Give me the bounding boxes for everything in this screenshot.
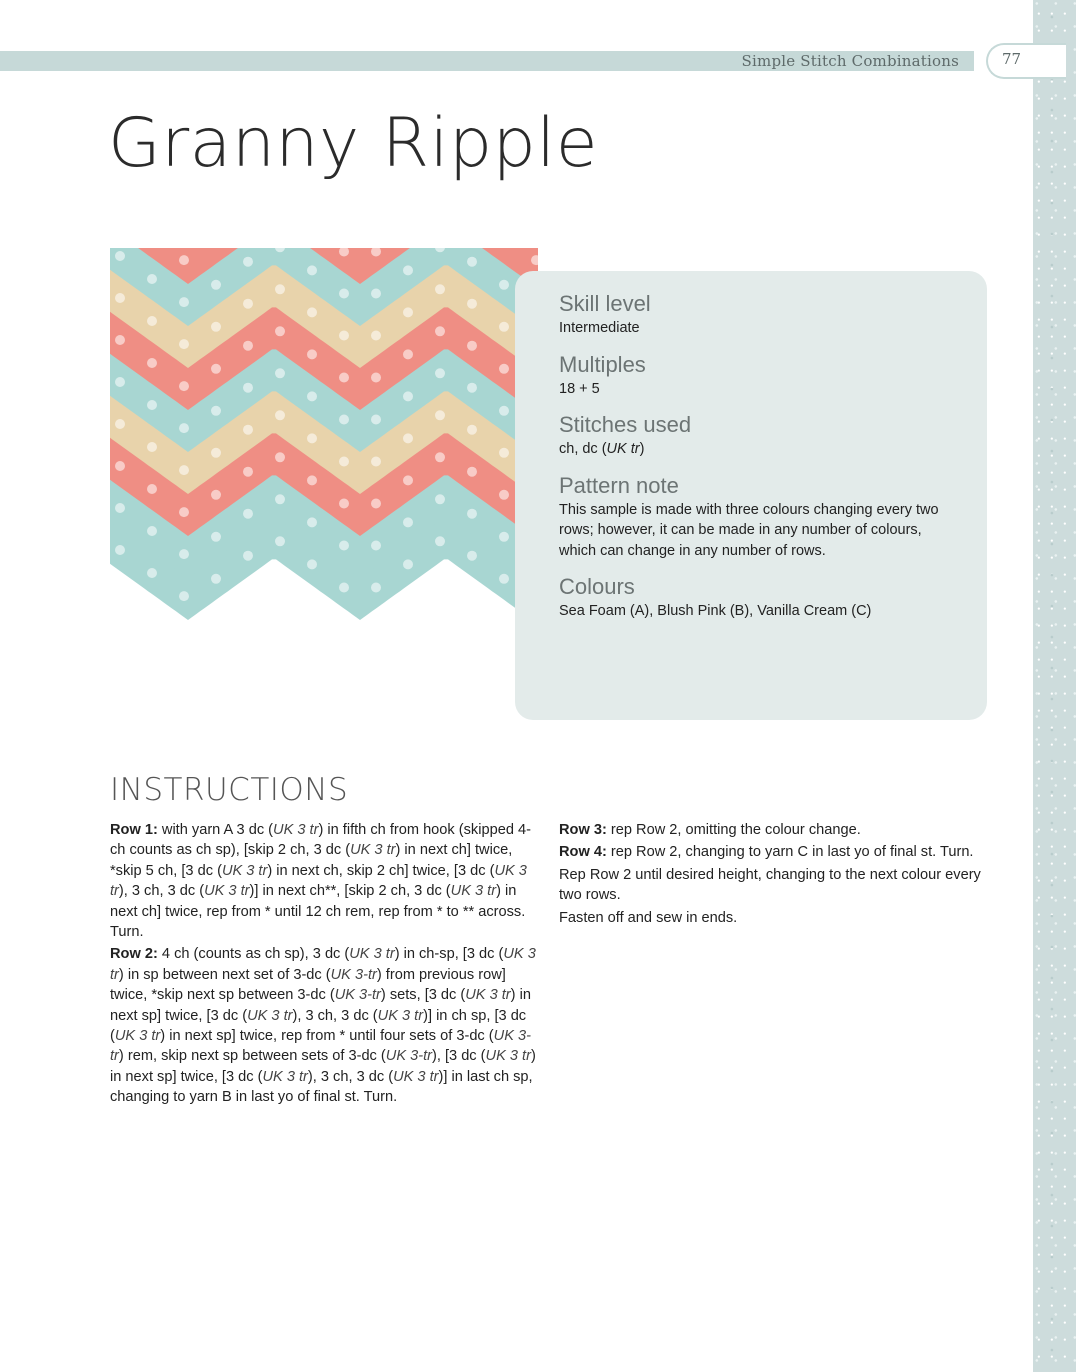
row-2-paragraph: Row 2: 4 ch (counts as ch sp), 3 dc (UK 3 tr) in ch-sp, [3 dc (UK 3 tr) in sp between next set of 3-dc (UK 3-tr) from previous row] twice, *skip next sp between 3-dc (UK 3-tr) sets, [3 dc (UK 3 tr) in next sp] twice, [3 dc (UK 3 tr), 3 ch, 3 dc (UK 3 tr)] in ch sp, [3 dc (UK 3 tr) in next sp] twice, rep from * until four sets of 3-dc (UK 3-tr) rem, skip next sp between sets of 3-dc (UK 3-tr), [3 dc (UK 3 tr) in next sp] twice, [3 dc (UK 3 tr), 3 ch, 3 dc (UK 3 tr)] in last ch sp, changing to yarn B in last yo of final st. Turn. [110,946,536,1106]
row-1-paragraph: Row 1: with yarn A 3 dc (UK 3 tr) in fifth ch from hook (skipped 4-ch counts as ch sp), [skip 2 ch, 3 dc (UK 3 tr) in next ch] twice, *skip 5 ch, [3 dc (UK 3 tr) in next ch, skip 2 ch] twice, [3 dc (UK 3 tr), 3 ch, 3 dc (UK 3 tr)] in next ch**, [skip 2 ch, 3 dc (UK 3 tr) in next ch] twice, rep from * until 12 ch rem, rep from * to ** across. Turn. [110,822,531,941]
swatch-stitch-hole [179,423,189,433]
swatch-stitch-hole [179,465,189,475]
page-title: Granny Ripple [108,104,599,183]
swatch-stitch-hole [115,293,125,303]
swatch-stitch-hole [435,452,445,462]
running-header: Simple Stitch Combinations [741,52,959,70]
swatch-stitch-hole [307,391,317,401]
row-3-paragraph: Row 3: rep Row 2, omitting the colour change. [559,822,861,838]
swatch-stitch-hole [307,433,317,443]
swatch-stitch-hole [339,499,349,509]
swatch-stitch-hole [147,316,157,326]
pattern-note-value: This sample is made with three colours changing every two rows; however, it can be made in any number of colours, which can change in any number of rows. [559,501,939,559]
swatch-stitch-hole [467,551,477,561]
swatch-stitch-hole [147,442,157,452]
swatch-stitch-hole [275,494,285,504]
swatch-stitch-hole [243,257,253,267]
swatch-stitch-hole [499,490,509,500]
swatch-stitch-hole [499,364,509,374]
swatch-stitch-hole [371,457,381,467]
swatch-illustration [110,248,538,675]
repeat-paragraph: Rep Row 2 until desired height, changing to the next colour every two rows. [559,866,981,904]
swatch-stitch-hole [307,307,317,317]
swatch-stitch-hole [179,297,189,307]
swatch-stitch-hole [339,415,349,425]
skill-level-value: Intermediate [559,320,640,336]
page-number-tab [986,43,1066,79]
swatch-stitch-hole [371,583,381,593]
swatch-stitch-hole [179,591,189,601]
swatch-stitch-hole [403,475,413,485]
page-number: 77 [1002,50,1022,68]
colours-heading: Colours [559,574,635,599]
swatch-stitch-hole [339,289,349,299]
swatch-stitch-hole [115,251,125,261]
swatch-stitch-hole [499,280,509,290]
swatch-stitch-hole [275,368,285,378]
swatch-stitch-hole [467,425,477,435]
row-4-paragraph: Row 4: rep Row 2, changing to yarn C in last yo of final st. Turn. [559,844,974,861]
swatch-stitch-hole [243,341,253,351]
swatch-stitch-hole [243,551,253,561]
swatch-stitch-hole [307,517,317,527]
swatch-stitch-hole [275,326,285,336]
swatch-stitch-hole [499,448,509,458]
swatch-stitch-hole [179,255,189,265]
instructions-left-column [110,820,538,1110]
swatch-stitch-hole [179,339,189,349]
swatch-stitch-hole [243,467,253,477]
swatch-stitch-hole [467,341,477,351]
swatch-stitch-hole [371,331,381,341]
swatch-stitch-hole [243,425,253,435]
swatch-stitch-hole [435,494,445,504]
stitches-heading: Stitches used [559,412,692,437]
swatch-stitch-hole [467,467,477,477]
swatch-stitch-hole [403,265,413,275]
swatch-stitch-hole [371,499,381,509]
swatch-stitch-hole [499,322,509,332]
swatch-stitch-hole [147,400,157,410]
swatch-stitch-hole [339,583,349,593]
pattern-note-heading: Pattern note [559,472,679,498]
swatch-stitch-hole [179,549,189,559]
swatch-stitch-hole [115,377,125,387]
swatch-stitch-hole [499,532,509,542]
swatch-stitch-hole [211,532,221,542]
swatch-stitch-hole [499,574,509,584]
swatch-stitch-hole [147,274,157,284]
instructions-heading: INSTRUCTIONS [110,772,349,808]
swatch-stitch-hole [339,541,349,551]
fasten-off-paragraph: Fasten off and sew in ends. [559,909,738,926]
swatch-stitch-hole [147,358,157,368]
swatch-stitch-hole [115,503,125,513]
swatch-stitch-hole [339,373,349,383]
swatch-stitch-hole [211,490,221,500]
swatch-stitch-hole [467,383,477,393]
swatch-stitch-hole [403,517,413,527]
swatch-stitch-hole [275,536,285,546]
swatch-stitch-hole [243,509,253,519]
swatch-stitch-hole [467,257,477,267]
instructions-right-column [559,820,984,930]
swatch-stitch-hole [147,526,157,536]
swatch-stitch-hole [211,574,221,584]
swatch-stitch-hole [115,335,125,345]
swatch-stitch-hole [467,509,477,519]
swatch-stitch-hole [211,322,221,332]
swatch-stitch-hole [115,461,125,471]
swatch-stitch-hole [243,299,253,309]
swatch-stitch-hole [211,364,221,374]
swatch-stitch-hole [307,475,317,485]
swatch-stitch-hole [115,419,125,429]
swatch-stitch-hole [403,307,413,317]
swatch-stitch-hole [211,406,221,416]
swatch-stitch-hole [499,406,509,416]
colours-value: Sea Foam (A), Blush Pink (B), Vanilla Cream (C) [559,603,872,619]
swatch-stitch-hole [275,284,285,294]
multiples-value: 18 + 5 [559,380,600,397]
stitches-value: ch, dc (UK tr) [559,441,645,457]
swatch-stitch-hole [435,536,445,546]
crochet-swatch-photo [110,248,538,675]
swatch-stitch-hole [275,452,285,462]
swatch-stitch-hole [403,433,413,443]
swatch-stitch-hole [435,410,445,420]
swatch-stitch-hole [435,326,445,336]
swatch-stitch-hole [307,265,317,275]
swatch-stitch-hole [339,331,349,341]
swatch-stitch-hole [275,410,285,420]
swatch-stitch-hole [403,391,413,401]
multiples-heading: Multiples [559,351,646,377]
swatch-stitch-hole [115,545,125,555]
swatch-stitch-hole [307,349,317,359]
swatch-stitch-hole [435,368,445,378]
swatch-stitch-hole [339,457,349,467]
info-content [559,290,959,634]
swatch-stitch-hole [147,484,157,494]
swatch-stitch-hole [307,559,317,569]
swatch-stitch-hole [467,299,477,309]
swatch-stitch-hole [147,568,157,578]
decorative-side-strip [1033,0,1076,1372]
swatch-stitch-hole [371,541,381,551]
swatch-stitch-hole [371,373,381,383]
swatch-stitch-hole [435,284,445,294]
swatch-stitch-hole [371,289,381,299]
swatch-stitch-hole [211,280,221,290]
swatch-stitch-hole [211,448,221,458]
swatch-stitch-hole [179,381,189,391]
swatch-stitch-hole [243,383,253,393]
swatch-stitch-hole [371,415,381,425]
swatch-stitch-hole [179,507,189,517]
swatch-stitch-hole [403,349,413,359]
skill-level-heading: Skill level [559,291,651,316]
swatch-stitch-hole [403,559,413,569]
